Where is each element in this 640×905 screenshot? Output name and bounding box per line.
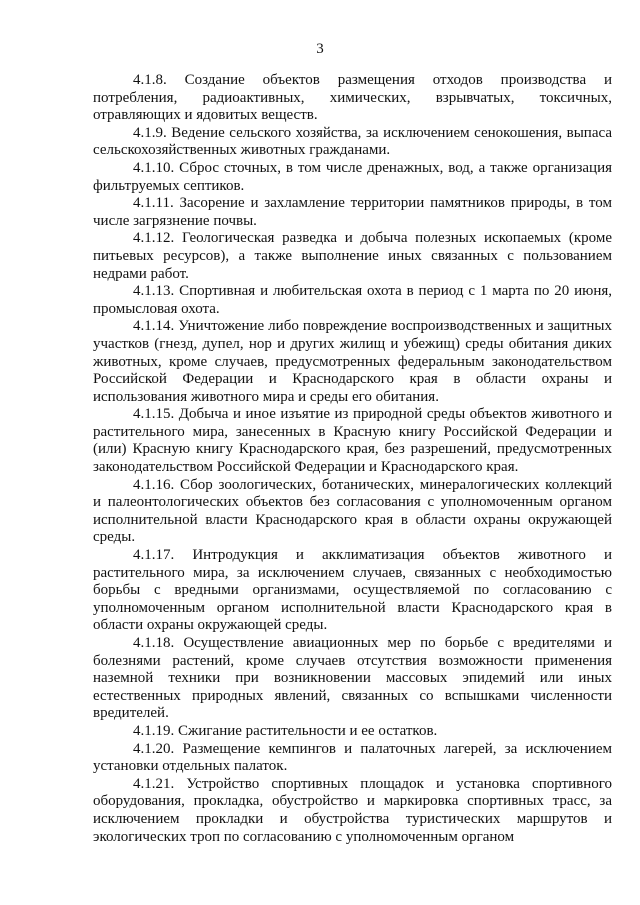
paragraph-4-1-8: 4.1.8. Создание объектов размещения отходов производства и потребления, радиоактивных, химических, взрывчатых, токсичных, отравляющих и ядовитых веществ.: [93, 72, 612, 124]
paragraph-4-1-11: 4.1.11. Засорение и захламление территории памятников природы, в том числе загрязнение почвы.: [93, 195, 612, 229]
paragraph-4-1-18: 4.1.18. Осуществление авиационных мер по борьбе с вредителями и болезнями растений, кроме случаев отсутствия возможности применения наземной техники при возникновении массовых эпидемий или иных естественных природных явлений, связанных со вспышками численности вредителей.: [93, 635, 612, 722]
paragraph-4-1-12: 4.1.12. Геологическая разведка и добыча полезных ископаемых (кроме питьевых ресурсов), а также выполнение иных связанных с пользованием недрами работ.: [93, 230, 612, 282]
paragraph-4-1-15: 4.1.15. Добыча и иное изъятие из природной среды объектов животного и растительного мира, занесенных в Красную книгу Российской Федерации и (или) Красную книгу Краснодарского края, без разрешений, предусмотренных законодательством Российской Федерации и Краснодарского края.: [93, 406, 612, 476]
document-body: [93, 72, 612, 846]
paragraph-4-1-13: 4.1.13. Спортивная и любительская охота в период с 1 марта по 20 июня, промысловая охота.: [93, 283, 612, 317]
page-number: 3: [316, 41, 324, 57]
paragraph-4-1-14: 4.1.14. Уничтожение либо повреждение воспроизводственных и защитных участков (гнезд, дупел, нор и других жилищ и убежищ) среды обитания диких животных, кроме случаев, предусмотренных федеральным законодательством Российской Федерации и Краснодарского края в области охраны и использования животного мира и среды его обитания.: [93, 318, 612, 405]
paragraph-4-1-17: 4.1.17. Интродукция и акклиматизация объектов животного и растительного мира, за исключением случаев, связанных с необходимостью борьбы с вредными организмами, осуществляемой по согласованию с уполномоченным органом исполнительной власти Краснодарского края в области охраны окружающей среды.: [93, 547, 612, 634]
paragraph-4-1-9: 4.1.9. Ведение сельского хозяйства, за исключением сенокошения, выпаса сельскохозяйственных животных гражданами.: [93, 124, 612, 159]
paragraph-4-1-20: 4.1.20. Размещение кемпингов и палаточных лагерей, за исключением установки отдельных палаток.: [93, 740, 612, 775]
paragraph-4-1-10: 4.1.10. Сброс сточных, в том числе дренажных, вод, а также организация фильтруемых септиков.: [93, 159, 612, 194]
paragraph-4-1-21: 4.1.21. Устройство спортивных площадок и установка спортивного оборудования, прокладка, обустройство и маркировка спортивных трасс, за исключением прокладки и обустройства туристических маршрутов и экологических троп по согласованию с уполномоченным органом: [93, 775, 612, 845]
paragraph-4-1-19: 4.1.19. Сжигание растительности и ее остатков.: [133, 722, 438, 739]
paragraph-4-1-16: 4.1.16. Сбор зоологических, ботанических, минералогических коллекций и палеонтологических объектов без согласования с уполномоченным органом исполнительной власти Краснодарского края в области охраны окружающей среды.: [93, 476, 612, 546]
